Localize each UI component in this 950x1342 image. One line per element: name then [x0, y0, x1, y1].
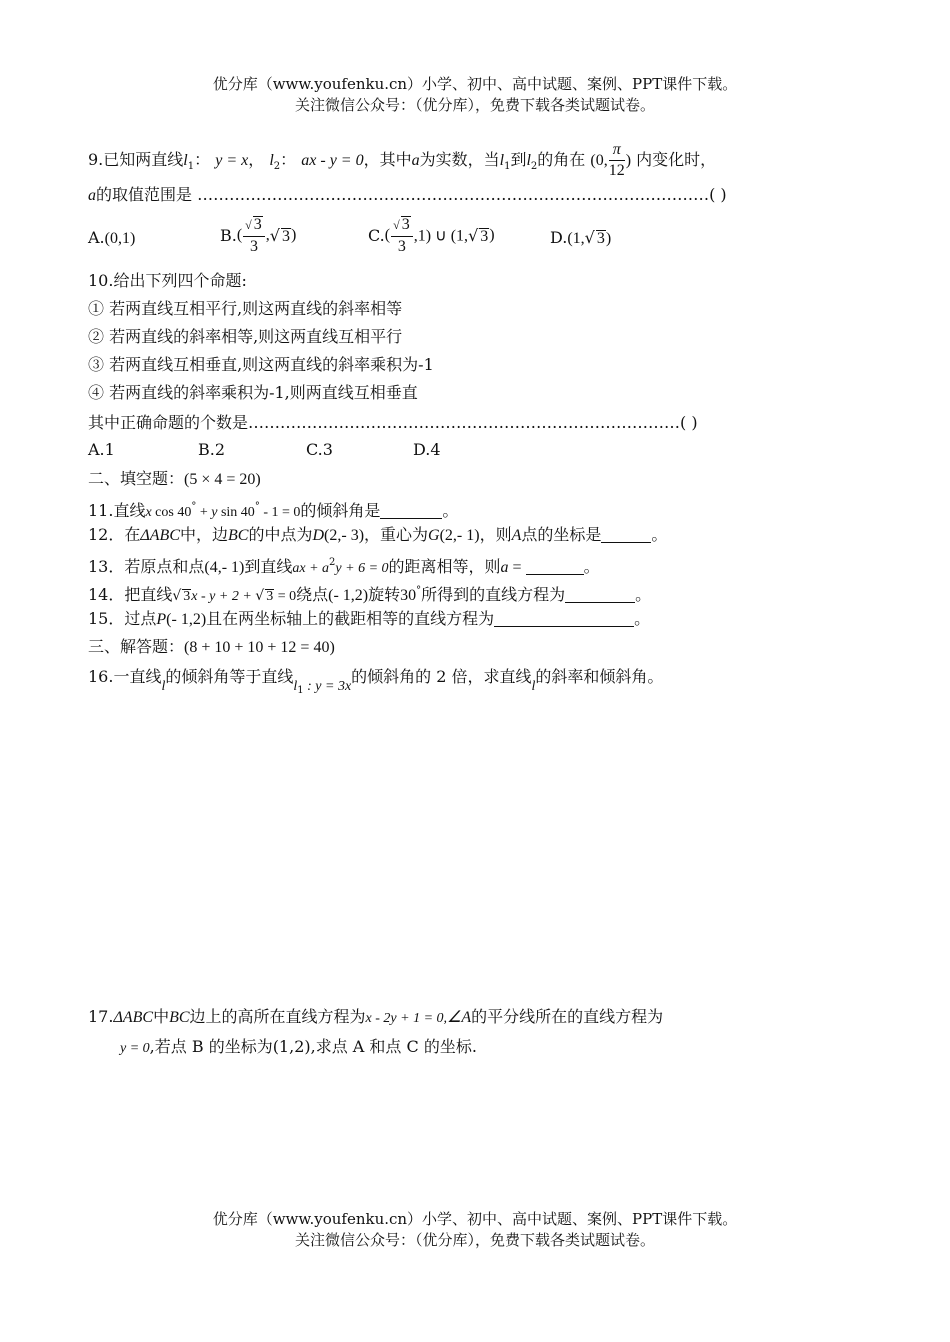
q16: 16.一直线l的倾斜角等于直线$l_1$ : y = 3x的倾斜角的 2 倍，求直线l的斜率和倾斜角。 [88, 667, 664, 696]
footer-line-2: 关注微信公众号：（优分库），免费下载各类试题试卷。 [294, 1231, 655, 1249]
q17-line-2: y = 0,若点 B 的坐标为(1,2),求点 A 和点 C 的坐标. [120, 1037, 477, 1056]
q15: 15．过点P(- 1,2)且在两坐标轴上的截距相等的直线方程为 。 [88, 609, 651, 628]
q12-answer-blank[interactable] [601, 526, 651, 543]
q9-range-line: a的取值范围是 ……………………………………………………………………………………( ) [88, 185, 727, 204]
header-line-1: 优分库（www.youfenku.cn）小学、初中、高中试题、案例、PPT课件下载。 [212, 75, 738, 93]
header-line-2: 关注微信公众号：（优分库），免费下载各类试题试卷。 [294, 96, 655, 114]
q11-answer-blank[interactable] [380, 502, 442, 519]
page-header [0, 74, 950, 116]
q10-ask: 其中正确命题的个数是………………………………………………………………………( ) [88, 413, 698, 432]
q13: 13．若原点和点(4,- 1)到直线ax + $a^2y + 6 = 0$的距离相等，则a = 。 [88, 557, 600, 576]
q10-option-d: D.4 [413, 440, 441, 459]
q9-option-a: A.(0,1) [88, 228, 136, 247]
q12: 12．在ΔABC中，边BC的中点为D(2,- 3)，重心为G(2,- 1)，则A点的坐标是 。 [88, 525, 668, 544]
section-2-title: 二、填空题：(5 × 4 = 20) [88, 469, 261, 488]
q10-proposition-3: ③ 若两直线互相垂直,则这两直线的斜率乘积为-1 [88, 355, 434, 374]
q9-option-b: B.( $\frac{√ 3}{3}$ ,√ 3) [220, 216, 297, 255]
q9-option-c: C.( $\frac{√ 3}{3}$ ,1) ∪ (1,√ 3) [368, 216, 495, 255]
q9-option-d: D.(1,√ 3) [550, 228, 612, 247]
section-3-title: 三、解答题：(8 + 10 + 10 + 12 = 40) [88, 637, 335, 656]
q10-option-c: C.3 [306, 440, 333, 459]
footer-line-1: 优分库（www.youfenku.cn）小学、初中、高中试题、案例、PPT课件下载。 [212, 1210, 738, 1228]
q11: 11.直线x cos 40° + y sin 40° - 1 = 0的倾斜角是 。 [88, 501, 459, 520]
q10-proposition-4: ④ 若两直线的斜率乘积为-1,则两直线互相垂直 [88, 383, 418, 402]
q10-proposition-2: ② 若两直线的斜率相等,则这两直线互相平行 [88, 327, 403, 346]
q10-stem: 10.给出下列四个命题: [88, 271, 247, 290]
pi-over-12-fraction: $\frac{\pi}{12}$ [608, 141, 625, 179]
q15-answer-blank[interactable] [494, 610, 634, 627]
q17-line-1: 17.ΔABC中BC边上的高所在直线方程为x - 2y + 1 = 0,∠A的平分线所在的直线方程为 [88, 1007, 664, 1026]
q10-proposition-1: ① 若两直线互相平行,则这两直线的斜率相等 [88, 299, 403, 318]
q10-option-b: B.2 [198, 440, 226, 459]
q9-stem: 9.已知两直线$l_1$： y = x， $l_2$： ax - y = 0，其中a为实数，当$l_1$到$l_2$的角在 (0, $\frac{\pi}{12}$ ) 内变化时， [88, 141, 717, 179]
q14-answer-blank[interactable] [565, 586, 635, 603]
q13-answer-blank[interactable] [526, 558, 584, 575]
q10-option-a: A.1 [88, 440, 115, 459]
q14: 14．把直线√ 3x - y + 2 + √ 3 = 0绕点(- 1,2)旋转30°所得到的直线方程为 。 [88, 585, 652, 604]
page-footer [0, 1209, 950, 1251]
